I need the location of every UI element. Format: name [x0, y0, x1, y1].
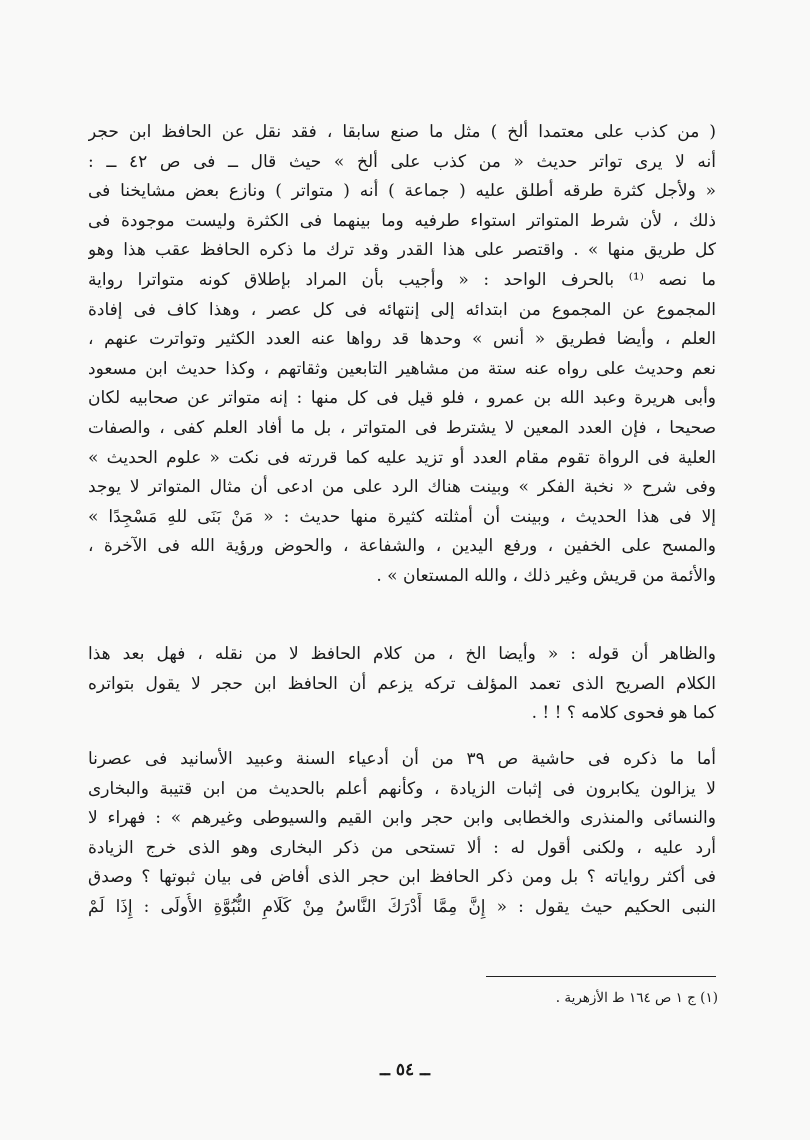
paragraph-3: [88, 745, 716, 923]
text-line: وفى شرح « نخبة الفكر » وبينت هناك الرد على من ادعى أن مثال المتواتر لا يوجد: [88, 477, 716, 498]
text-line: ما نصه ⁽¹⁾ بالحرف الواحد : « وأجيب بأن المراد بإطلاق كونه متواترا رواية: [88, 269, 716, 290]
text-line: لا يزالون يكابرون فى إثبات الزيادة ، وكأنهم أعلم بالحديث من ابن قتيبة والبخارى: [88, 778, 716, 799]
text-line: ذلك ، لأن شرط المتواتر استواء طرفيه وما بينهما فى الكثرة وليست موجودة فى: [88, 210, 716, 231]
text-line: النبى الحكيم حيث يقول : « إِنَّ مِمَّا أَدْرَكَ النَّاسُ مِنْ كَلَامِ النُّبُوَّةِ الأُولَى : إِذَا لَمْ: [88, 896, 716, 917]
text-line: والمسح على الخفين ، ورفع اليدين ، والشفاعة ، والحوض ورؤية الله فى الآخرة ،: [88, 536, 716, 557]
text-line: كل طريق منها » . واقتصر على هذا القدر وقد ترك ما ذكره الحافظ عقب هذا وهو: [88, 240, 716, 261]
text-line: « ولأجل كثرة طرقه أطلق عليه ( جماعة ) أنه ( متواتر ) ونازع بعض مشايخنا فى: [88, 181, 716, 202]
text-line: فى أكثر رواياته ؟ بل ومن ذكر الحافظ ابن حجر الذى أفاض فى بيان ثبوتها ؟ وصدق: [88, 867, 716, 888]
page-number: ــ ٥٤ ــ: [379, 1060, 431, 1080]
text-line: أنه لا يرى تواتر حديث « من كذب على ألخ » حيث قال ــ فى ص ٤٢ ــ :: [88, 151, 716, 172]
text-line: كما هو فحوى كلامه ؟ ! ! .: [531, 703, 716, 724]
footnote: (١) ج ١ ص ١٦٤ ط الأزهرية .: [555, 990, 718, 1006]
paragraph-1: [88, 118, 716, 592]
text-line: الكلام الصريح الذى تعمد المؤلف تركه يزعم أن الحافظ ابن حجر لا يقول بتواتره: [88, 673, 716, 694]
text-line: صحيحا ، فإن العدد المعين لا يشترط فى المتواتر ، بل ما أفاد العلم كفى ، والصفات: [88, 417, 716, 438]
text-line: نعم وحديث على رواه عنه ستة من مشاهير التابعين وثقاتهم ، وكذا حديث ابن مسعود: [88, 358, 716, 379]
text-line: ( من كذب على معتمدا ألخ ) مثل ما صنع سابقا ، فقد نقل عن الحافظ ابن حجر: [88, 122, 716, 142]
text-line: أرد عليه ، ولكنى أقول له : ألا تستحى من ذكر البخارى وهو الذى خرج الزيادة: [88, 837, 716, 858]
text-line: أما ما ذكره فى حاشية ص ٣٩ من أن أدعياء السنة وعبيد الأسانيد فى عصرنا: [88, 749, 716, 769]
text-line: إلا فى هذا الحديث ، وبينت أن أمثلته كثيرة منها حديث : « مَنْ بَنَى للهِ مَسْجِدًا »: [88, 506, 716, 527]
text-line: والظاهر أن قوله : « وأيضا الخ ، من كلام الحافظ لا من نقله ، فهل بعد هذا: [88, 644, 716, 664]
paragraph-2: [88, 640, 716, 729]
text-line: العلم ، وأيضا فطريق « أنس » وحدها قد رواها عنه العدد الكثير وتواترت عنهم ،: [88, 329, 716, 350]
text-line: والنسائى والمنذرى والخطابى وابن حجر وابن القيم والسيوطى وغيرهم » : فهراء لا: [88, 808, 716, 829]
text-line: العلية فى الرواة تقوم مقام العدد أو تزيد عليه كما قررته فى نكت « علوم الحديث »: [88, 447, 716, 468]
text-line: والأئمة من قريش وغير ذلك ، والله المستعان » .: [376, 565, 716, 586]
footnote-divider: [486, 976, 716, 977]
text-line: وأبى هريرة وعبد الله بن عمرو ، فلو قيل فى كل منها : إنه متواتر عن صحابيه لكان: [88, 388, 716, 409]
text-line: المجموع عن المجموع من ابتدائه إلى إنتهائه فى كل عصر ، وهذا كاف فى إفادة: [88, 299, 716, 320]
